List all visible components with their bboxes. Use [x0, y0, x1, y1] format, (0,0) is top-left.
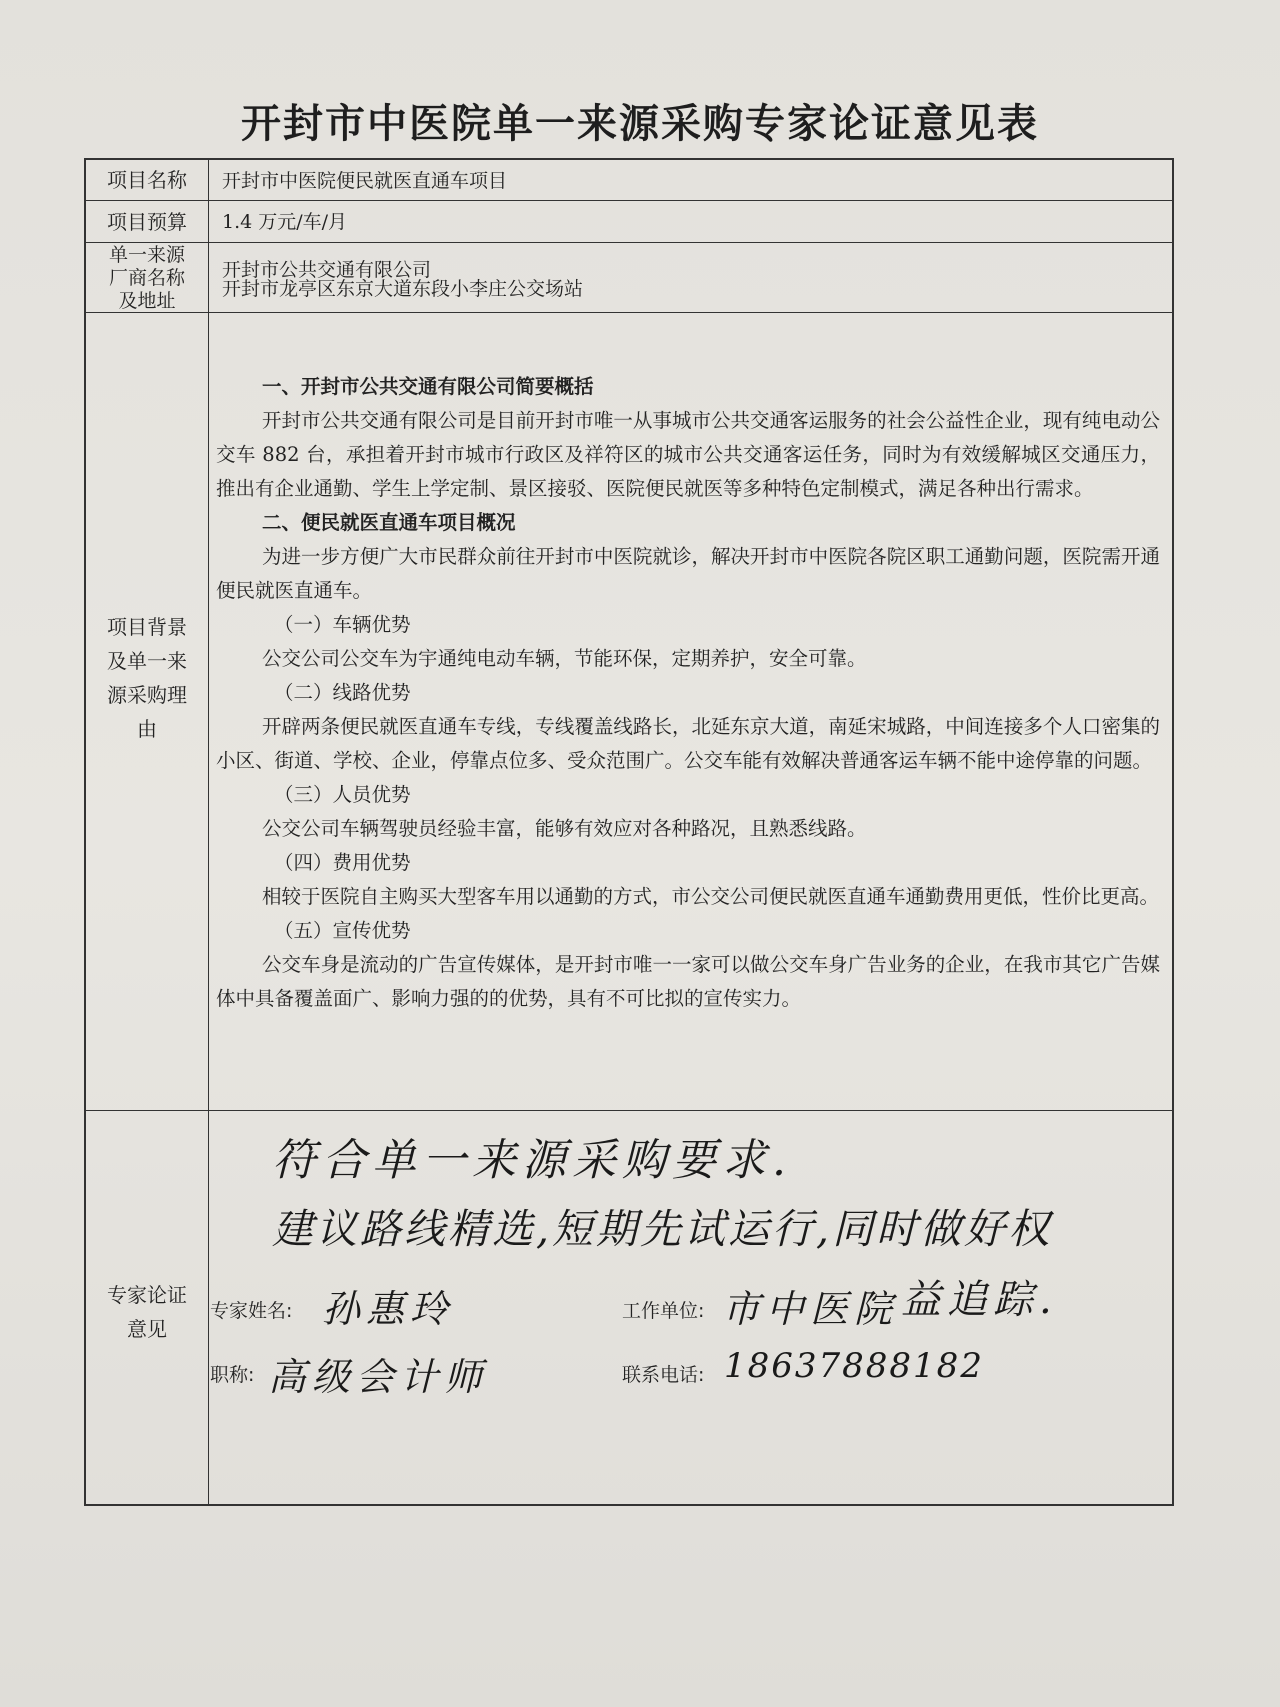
job-title-handwritten: 高级会计师	[268, 1355, 489, 1399]
paragraph: 公交公司公交车为宇通纯电动车辆，节能环保，定期养护，安全可靠。	[262, 647, 867, 670]
phone-handwritten: 18637888182	[724, 1346, 984, 1386]
subsection-heading: （一）车辆优势	[274, 613, 411, 636]
project-name-value: 开封市中医院便民就医直通车项目	[222, 170, 508, 192]
opinion-label: 专家论证 意见	[107, 1283, 187, 1341]
subsection-heading: （五）宣传优势	[274, 919, 411, 942]
vendor-label: 单一来源 厂商名称 及地址	[108, 244, 185, 312]
row-divider	[86, 1110, 1172, 1111]
background-label: 项目背景 及单一来 源采购理 由	[107, 615, 187, 741]
phone-label: 联系电话:	[622, 1364, 705, 1386]
project-name-label: 项目名称	[107, 168, 187, 192]
budget-value: 1.4 万元/车/月	[222, 211, 348, 233]
job-title-label: 职称:	[210, 1364, 255, 1386]
vendor-address: 开封市龙亭区东京大道东段小李庄公交场站	[222, 278, 584, 300]
subsection-heading: （三）人员优势	[274, 783, 411, 806]
row-divider	[86, 312, 1172, 313]
paragraph: 为进一步方便广大市民群众前往开封市中医院就诊，解决开封市中医院各院区职工通勤问题，医院需开通便民就医直通车。	[216, 545, 1160, 602]
paragraph: 公交车身是流动的广告宣传媒体，是开封市唯一一家可以做公交车身广告业务的企业，在我市其它广告媒体中具备覆盖面广、影响力强的的优势，具有不可比拟的宣传实力。	[216, 953, 1160, 1010]
expert-name-label: 专家姓名:	[210, 1300, 293, 1322]
form-table	[84, 158, 1174, 1506]
handwritten-opinion-line2: 建议路线精选,短期先试运行,同时做好权	[272, 1205, 1053, 1253]
paragraph: 开封市公共交通有限公司是目前开封市唯一从事城市公共交通客运服务的社会公益性企业，现有纯电动公交车 882 台，承担着开封市城市行政区及祥符区的城市公共交通客运任务，同时为有效缓解城区交通压力，推出有企业通勤、学生上学定制、景区接驳、医院便民就医等多种特色定制模式，满足各种出行需求。	[216, 409, 1160, 500]
work-unit-label: 工作单位:	[622, 1300, 705, 1322]
column-divider	[208, 160, 209, 1504]
expert-name-handwritten: 孙惠玲	[322, 1287, 455, 1331]
paragraph: 公交公司车辆驾驶员经验丰富，能够有效应对各种路况，且熟悉线路。	[262, 817, 867, 840]
subsection-heading: （二）线路优势	[274, 681, 411, 704]
paragraph: 开辟两条便民就医直通车专线，专线覆盖线路长，北延东京大道，南延宋城路，中间连接多个人口密集的小区、街道、学校、企业，停靠点位多、受众范围广。公交车能有效解决普通客运车辆不能中途停靠的问题。	[216, 715, 1160, 772]
background-text	[216, 370, 1160, 1016]
handwritten-opinion-line1: 符合单一来源采购要求.	[272, 1135, 792, 1186]
section-heading: 一、开封市公共交通有限公司简要概括	[262, 375, 594, 398]
budget-label: 项目预算	[107, 210, 187, 234]
row-divider	[86, 242, 1172, 243]
section-heading: 二、便民就医直通车项目概况	[262, 511, 516, 534]
paragraph: 相较于医院自主购买大型客车用以通勤的方式，市公交公司便民就医直通车通勤费用更低，性价比更高。	[262, 885, 1160, 908]
handwritten-opinion-line3: 益追踪.	[901, 1277, 1058, 1323]
vendor-name: 开封市公共交通有限公司	[222, 259, 432, 281]
work-unit-handwritten: 市中医院	[722, 1287, 899, 1331]
page-title: 开封市中医院单一来源采购专家论证意见表	[241, 101, 1039, 147]
subsection-heading: （四）费用优势	[274, 851, 411, 874]
row-divider	[86, 200, 1172, 201]
